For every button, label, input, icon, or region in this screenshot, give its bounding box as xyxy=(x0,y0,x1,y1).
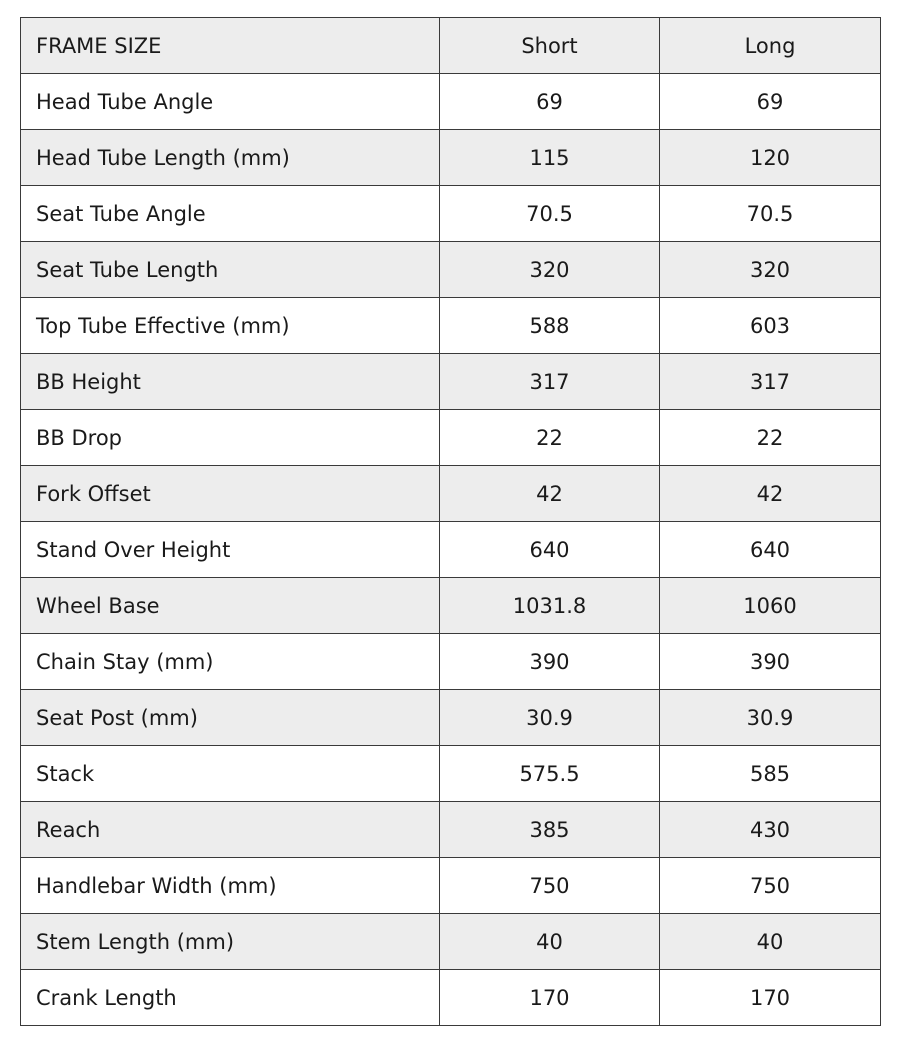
header-long: Long xyxy=(660,18,881,74)
row-long-value: 170 xyxy=(660,970,881,1026)
header-frame-size: FRAME SIZE xyxy=(21,18,440,74)
row-short-value: 40 xyxy=(440,914,660,970)
table-row xyxy=(21,634,881,690)
table-row xyxy=(21,690,881,746)
row-long-value: 42 xyxy=(660,466,881,522)
row-label: Stand Over Height xyxy=(21,522,440,578)
geometry-table xyxy=(20,17,881,1026)
header-short: Short xyxy=(440,18,660,74)
row-short-value: 70.5 xyxy=(440,186,660,242)
row-long-value: 317 xyxy=(660,354,881,410)
table-row xyxy=(21,410,881,466)
row-long-value: 640 xyxy=(660,522,881,578)
row-label: Seat Tube Length xyxy=(21,242,440,298)
row-short-value: 115 xyxy=(440,130,660,186)
table-row xyxy=(21,858,881,914)
row-label: Wheel Base xyxy=(21,578,440,634)
row-short-value: 1031.8 xyxy=(440,578,660,634)
row-label: Stack xyxy=(21,746,440,802)
row-short-value: 30.9 xyxy=(440,690,660,746)
table-row xyxy=(21,130,881,186)
table-row xyxy=(21,578,881,634)
row-short-value: 750 xyxy=(440,858,660,914)
table-row xyxy=(21,522,881,578)
row-long-value: 585 xyxy=(660,746,881,802)
row-label: Head Tube Angle xyxy=(21,74,440,130)
row-short-value: 588 xyxy=(440,298,660,354)
row-short-value: 640 xyxy=(440,522,660,578)
table-row xyxy=(21,970,881,1026)
row-long-value: 70.5 xyxy=(660,186,881,242)
row-long-value: 30.9 xyxy=(660,690,881,746)
row-long-value: 750 xyxy=(660,858,881,914)
row-long-value: 603 xyxy=(660,298,881,354)
row-long-value: 22 xyxy=(660,410,881,466)
row-long-value: 40 xyxy=(660,914,881,970)
row-label: Crank Length xyxy=(21,970,440,1026)
row-long-value: 390 xyxy=(660,634,881,690)
table-row xyxy=(21,466,881,522)
row-short-value: 575.5 xyxy=(440,746,660,802)
table-row xyxy=(21,186,881,242)
table-header-row xyxy=(21,18,881,74)
row-short-value: 320 xyxy=(440,242,660,298)
row-short-value: 42 xyxy=(440,466,660,522)
row-label: Reach xyxy=(21,802,440,858)
row-short-value: 22 xyxy=(440,410,660,466)
table-row xyxy=(21,746,881,802)
table-row xyxy=(21,354,881,410)
row-long-value: 120 xyxy=(660,130,881,186)
row-long-value: 69 xyxy=(660,74,881,130)
table-row xyxy=(21,802,881,858)
row-short-value: 317 xyxy=(440,354,660,410)
row-short-value: 385 xyxy=(440,802,660,858)
row-short-value: 390 xyxy=(440,634,660,690)
row-label: BB Drop xyxy=(21,410,440,466)
row-label: Top Tube Effective (mm) xyxy=(21,298,440,354)
row-label: BB Height xyxy=(21,354,440,410)
row-label: Chain Stay (mm) xyxy=(21,634,440,690)
table-row xyxy=(21,298,881,354)
row-label: Seat Post (mm) xyxy=(21,690,440,746)
row-short-value: 170 xyxy=(440,970,660,1026)
row-label: Head Tube Length (mm) xyxy=(21,130,440,186)
row-label: Fork Offset xyxy=(21,466,440,522)
table-row xyxy=(21,74,881,130)
row-short-value: 69 xyxy=(440,74,660,130)
row-label: Stem Length (mm) xyxy=(21,914,440,970)
row-label: Handlebar Width (mm) xyxy=(21,858,440,914)
row-long-value: 320 xyxy=(660,242,881,298)
table-row xyxy=(21,914,881,970)
row-long-value: 1060 xyxy=(660,578,881,634)
table-row xyxy=(21,242,881,298)
row-label: Seat Tube Angle xyxy=(21,186,440,242)
row-long-value: 430 xyxy=(660,802,881,858)
